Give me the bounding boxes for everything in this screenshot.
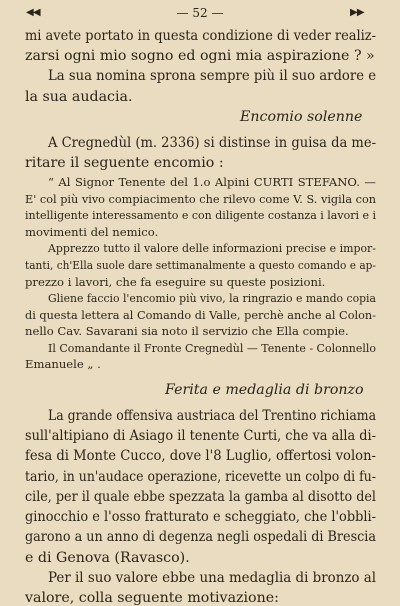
quote-line: intelligente interessamento e con diligente costanza i lavori e i xyxy=(25,208,377,223)
body-line: valore, colla seguente motivazione: xyxy=(25,590,279,606)
quote-line: Apprezzo tutto il valore delle informazioni precise e impor- xyxy=(48,241,377,256)
body-line: cile, per il quale ebbe spezzata la gamba al disotto del xyxy=(25,488,377,505)
next-page-arrows[interactable]: ▶ ▶ xyxy=(350,7,363,18)
body-line: mi avete portato in questa condizione di veder realiz- xyxy=(25,28,376,44)
quote-line: nello Cav. Savarani sia noto il servizio che Ella compie. xyxy=(25,324,349,339)
page-header xyxy=(0,5,400,21)
body-line: zarsi ogni mio sogno ed ogni mia aspirazione ? » xyxy=(25,48,375,65)
quote-line: E' col più vivo compiacimento che rilevo come V. S. vigila con xyxy=(25,191,377,206)
body-line: ginocchio e l'osso fratturato e scheggiato, che l'obbli- xyxy=(25,509,376,526)
body-line: la sua audacia. xyxy=(25,88,133,105)
body-line: ritare il seguente encomio : xyxy=(25,154,224,171)
body-line: fesa di Monte Cucco, dove l'8 Luglio, offertosi volon- xyxy=(25,448,376,465)
body-line: La sua nomina sprona sempre più il suo ardore e xyxy=(48,68,377,85)
quote-line: movimenti del nemico. xyxy=(25,224,159,239)
quote-line: di questa lettera al Comando di Valle, perchè anche al Colon- xyxy=(25,307,376,322)
quote-line: tanti, ch'Ella suole dare settimanalmente a questo comando e ap- xyxy=(25,257,376,272)
page-number: — 52 — xyxy=(176,6,224,20)
body-line: tario, in un'audace operazione, ricevette un colpo di fu- xyxy=(25,468,376,485)
quote-line: prezzo i lavori, che fa eseguire su queste posizioni. xyxy=(25,274,326,289)
body-line: A Cregnedùl (m. 2336) si distinse in guisa da me- xyxy=(48,134,376,151)
body-line: e di Genova (Ravasco). xyxy=(25,549,190,566)
body-line: garono a un anno di degenza negli ospedali di Brescia xyxy=(25,529,377,546)
quote-line: Gliene faccio l'encomio più vivo, la ringrazio e mando copia xyxy=(48,291,376,306)
body-line: La grande offensiva austriaca del Trentino richiama xyxy=(48,407,376,424)
quote-line: “ Al Signor Tenente del 1.o Alpini CURTI STEFANO. — xyxy=(48,175,376,190)
previous-page-arrows[interactable]: ◀ ◀ xyxy=(26,7,39,18)
body-line: sull'altipiano di Asiago il tenente Curti, che va alla di- xyxy=(25,428,376,445)
section-heading-ferita: Ferita e medaglia di bronzo xyxy=(165,382,364,399)
body-line: Per il suo valore ebbe una medaglia di bronzo al xyxy=(48,569,377,586)
section-heading-encomio: Encomio solenne xyxy=(240,108,363,125)
quote-line: Il Comandante il Fronte Cregnedùl — Tenente - Colonnello xyxy=(48,340,376,355)
quote-line: Emanuele „ . xyxy=(25,357,101,372)
